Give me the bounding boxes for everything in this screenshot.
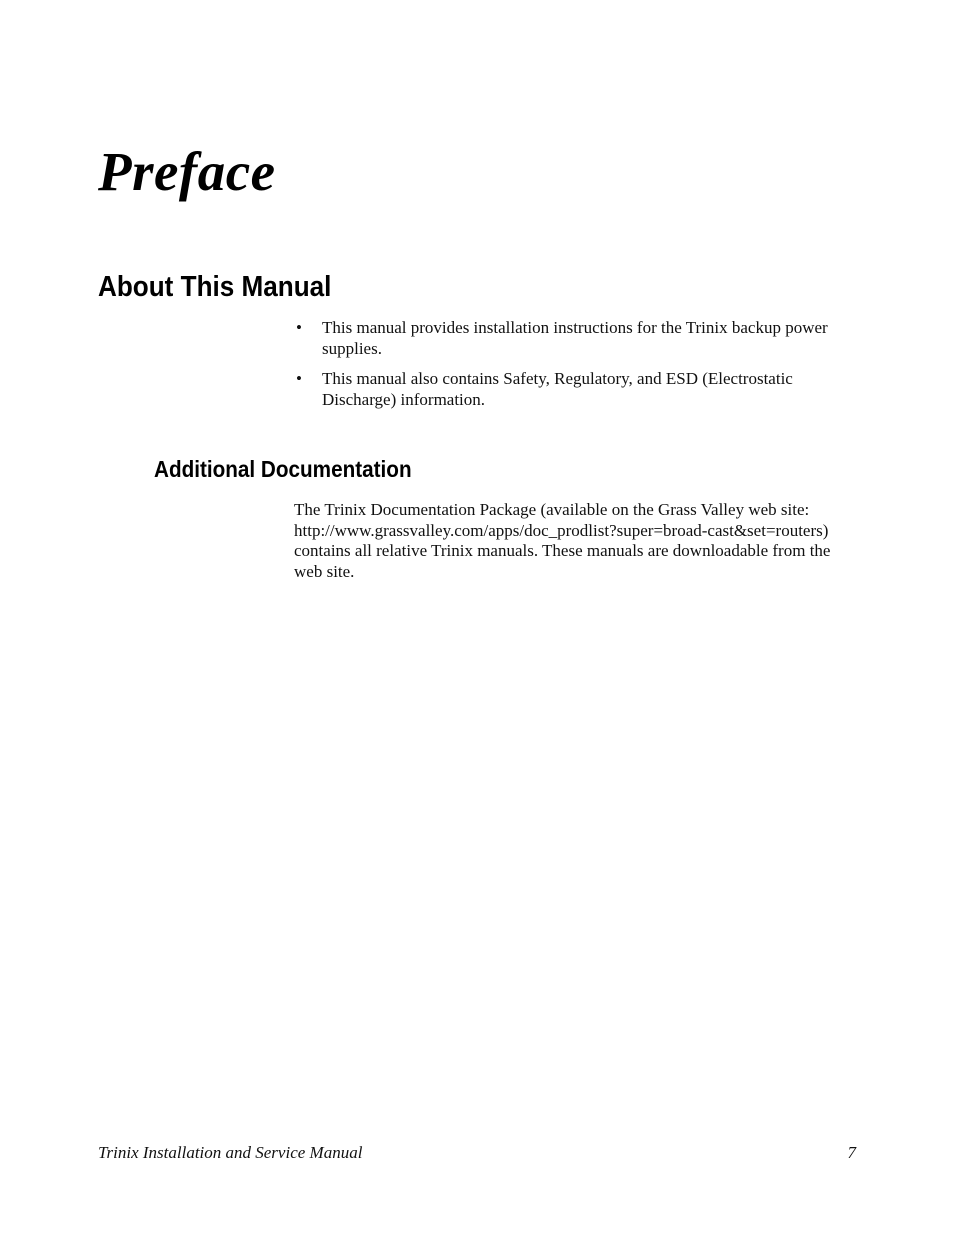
additional-documentation-paragraph: The Trinix Documentation Package (available on the Grass Valley web site: http://www.grassvalley.com/apps/doc_prodlist?super=broad-cast&set=routers) contains all relative Trinix manuals. These manuals are downloadable from the web site. [294, 500, 831, 581]
footer-page-number: 7 [847, 1143, 856, 1162]
bullet-list [294, 318, 854, 420]
bullet-text: This manual provides installation instructions for the Trinix backup power supplies. [322, 318, 828, 358]
section-heading-additional-documentation: Additional Documentation [154, 456, 412, 482]
footer-manual-title: Trinix Installation and Service Manual [98, 1143, 363, 1162]
bullet-text: This manual also contains Safety, Regulatory, and ESD (Electrostatic Discharge) information. [322, 369, 793, 409]
section-heading-about-this-manual: About This Manual [98, 271, 332, 303]
bullet-item [294, 369, 854, 410]
bullet-icon: • [296, 369, 302, 388]
bullet-icon: • [296, 318, 302, 337]
bullet-item [294, 318, 854, 359]
page-title: Preface [98, 141, 276, 202]
